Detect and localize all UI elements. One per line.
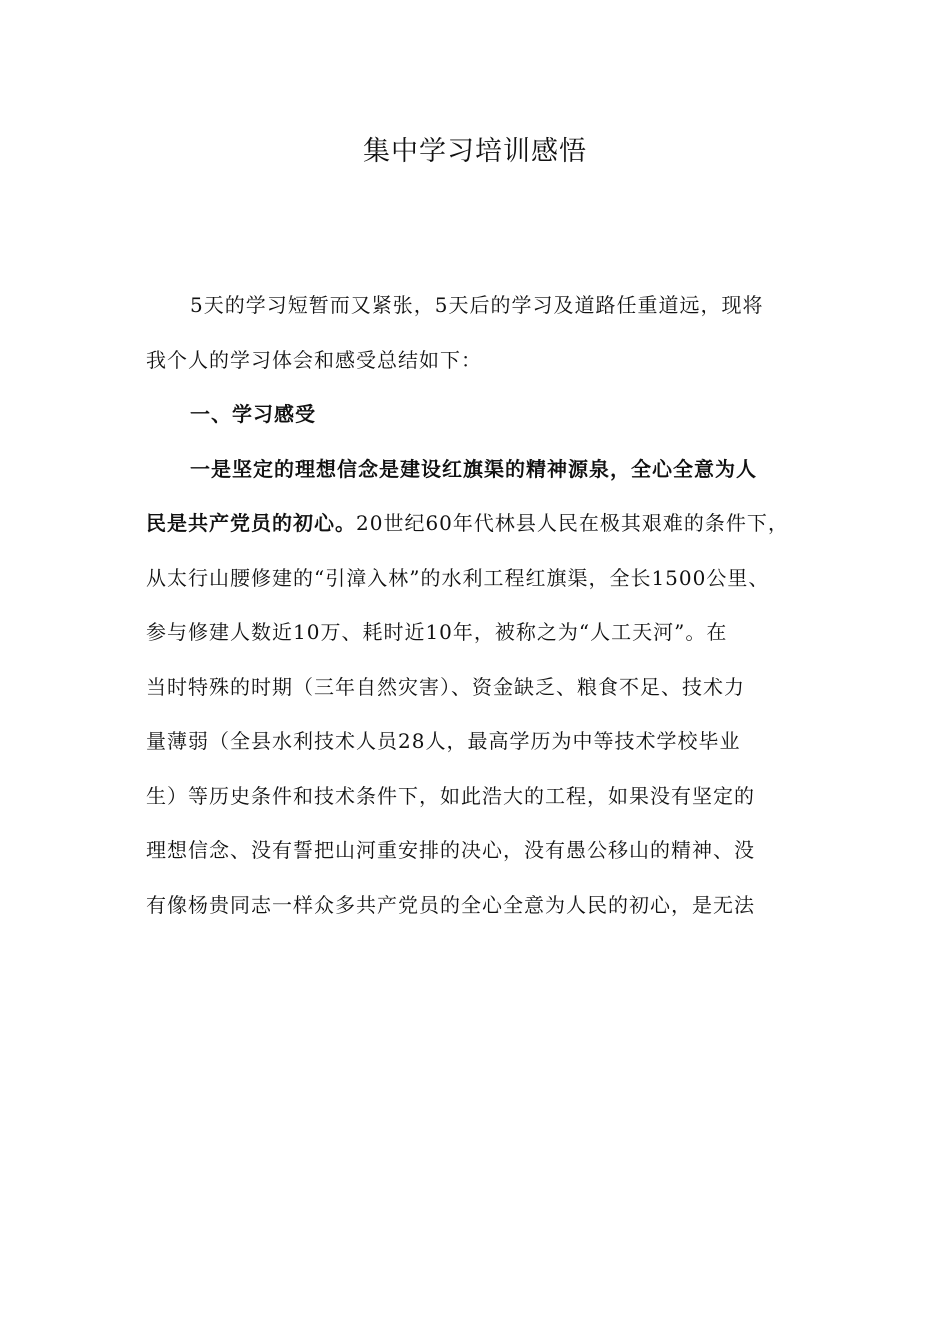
point1-line-2 bbox=[146, 496, 826, 551]
section-heading: 一、学习感受 bbox=[190, 402, 316, 426]
body-line: 有像杨贵同志一样众多共产党员的全心全意为人民的初心，是无法 bbox=[146, 892, 755, 917]
body-line: 参与修建人数近10万、耗时近10年，被称之为“人工天河”。在 bbox=[146, 620, 728, 644]
intro-line-2: 我个人的学习体会和感受总结如下： bbox=[146, 347, 482, 372]
point1-bold-line-2: 民是共产党员的初心。 bbox=[146, 511, 356, 535]
document-title: 集中学习培训感悟 bbox=[363, 136, 587, 167]
intro-line-1: 5天的学习短暂而又紧张，5天后的学习及道路任重道远，现将 bbox=[190, 293, 764, 317]
body-line: 当时特殊的时期（三年自然灾害）、资金缺乏、粮食不足、技术力 bbox=[146, 674, 745, 699]
body-line: 理想信念、没有誓把山河重安排的决心，没有愚公移山的精神、没 bbox=[146, 838, 755, 862]
body-line: 量薄弱（全县水利技术人员28人，最高学历为中等技术学校毕业 bbox=[146, 729, 741, 753]
point1-line-2-rest: 20世纪60年代林县人民在极其艰难的条件下， bbox=[356, 511, 789, 535]
body-line: 生）等历史条件和技术条件下，如此浩大的工程，如果没有坚定的 bbox=[146, 783, 755, 808]
body-line: 从太行山腰修建的“引漳入林”的水利工程红旗渠，全长1500公里、 bbox=[146, 565, 770, 590]
document-body bbox=[146, 278, 826, 932]
point1-bold-line-1: 一是坚定的理想信念是建设红旗渠的精神源泉，全心全意为人 bbox=[190, 456, 757, 481]
